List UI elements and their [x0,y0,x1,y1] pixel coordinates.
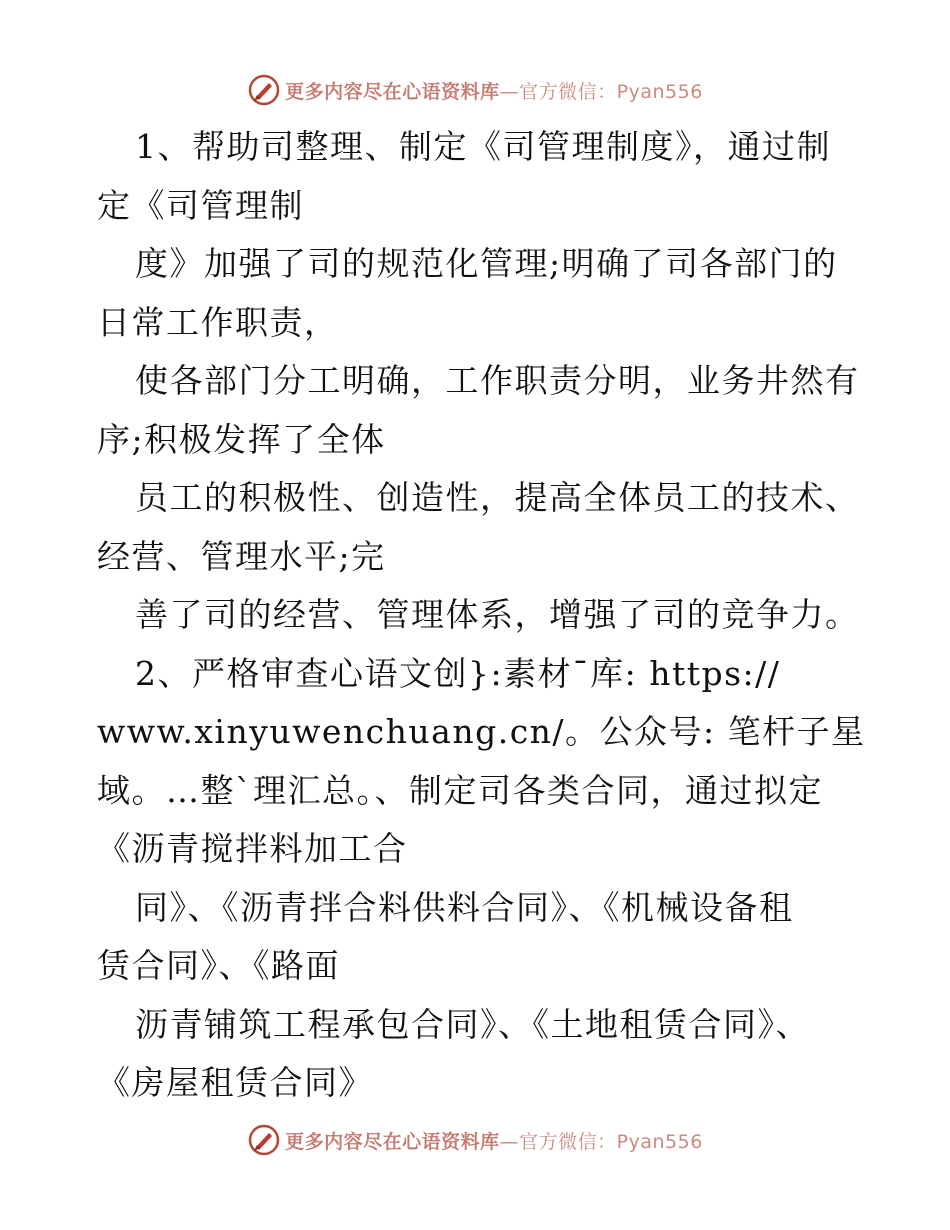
document-body [97,118,867,1113]
brand-logo-icon [247,73,281,107]
text-line: 1、帮助司整理、制定《司管理制度》，通过制 [135,127,831,166]
brand-logo-icon [247,1123,281,1157]
text-line: 同》、《沥青拌合料供料合同》、《机械设备租 [135,887,794,927]
footer-banner-text [285,1127,703,1154]
text-line: 善了司的经营、管理体系，增强了司的竞争力。 [135,595,860,634]
text-line: 赁合同》、《路面 [97,946,340,985]
footer-brand: 更多内容尽在心语资料库 [285,1130,500,1153]
text-line: 使各部门分工明确，工作职责分明，业务井然有 [135,361,860,400]
text-line: 定《司管理制 [97,185,304,225]
text-line: 经营、管理水平;完 [97,536,386,576]
footer-banner [0,1120,950,1160]
header-contact: —官方微信：Pyan556 [499,80,703,103]
text-line: 《沥青搅拌料加工合 [97,829,408,868]
text-line: www.xinyuwenchuang.cn/。公众号: 笔杆子星 [97,712,866,751]
footer-contact: —官方微信：Pyan556 [499,1130,703,1153]
header-banner [0,70,950,110]
text-line: 域。…整`理汇总。、制定司各类合同，通过拟定 [97,770,823,810]
text-line: 日常工作职责， [97,302,339,342]
text-line: 《房屋租赁合同》 [97,1063,373,1102]
text-line: 2、严格审查心语文创}:素材¯库: https:// [135,653,781,693]
header-banner-text [285,77,703,104]
header-brand: 更多内容尽在心语资料库 [285,80,500,103]
text-line: 员工的积极性、创造性，提高全体员工的技术、 [135,478,860,517]
text-line: 沥青铺筑工程承包合同》、《土地租赁合同》、 [135,1004,810,1044]
text-line: 序;积极发挥了全体 [97,419,386,459]
text-line: 度》加强了司的规范化管理;明确了司各部门的 [135,244,838,283]
